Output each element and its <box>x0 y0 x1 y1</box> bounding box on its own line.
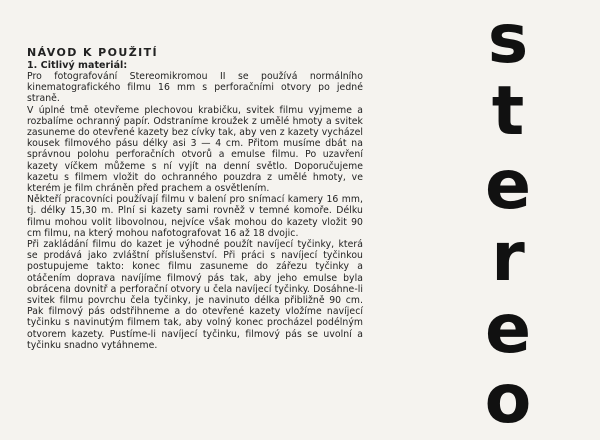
instructions-column <box>27 46 363 351</box>
stereo-vertical-title <box>468 0 548 440</box>
stereo-letter-e: e <box>484 146 532 225</box>
paragraph-winding-rod: Při zakládání filmu do kazet je výhodné použít navíjecí tyčinky, která se prodává jako zvláštní příslušenství. Při práci s navíjecí tyčinkou postupujeme takto: konec filmu zasuneme do zářezu tyčinky a otáčením doprava navíjíme filmový pás tak, aby jeho emulse byla obrácena dovnitř a perforační otvory u čela navíjecí tyčinky. Dosáhne-li svitek filmu povrchu čela tyčinky, je navinuto délka přibližně 90 cm. Pak filmový pás odstřihneme a do otevřené kazety vložíme navíjecí tyčinku s navinutým filmem tak, aby volný konec procházel podélným otvorem kazety. Pustíme-li navíjecí tyčinku, filmový pás se uvolní a tyčinku snadno vytáhneme. <box>27 239 363 351</box>
paragraph-bulk-film: Někteří pracovníci používají filmu v balení pro snímací kamery 16 mm, tj. délky 15,30 m. Plní si kazety sami rovněž v temné komoře. Délku filmu mohou volit libovolnou, nejvíce však mohou do kazety vložit 90 cm filmu, na který mohou nafotografovat 16 až 18 dvojic. <box>27 194 363 239</box>
stereo-letter-o: o <box>484 360 532 439</box>
stereo-letter-s: s <box>487 0 529 79</box>
paragraph-material: Pro fotografování Stereomikromou II se používá normálního kinematografického filmu 16 mm s perforačními otvory po jedné straně. <box>27 71 363 105</box>
page-heading: NÁVOD K POUŽITÍ <box>27 46 158 59</box>
paragraph-loading: V úplné tmě otevřeme plechovou krabičku, svitek filmu vyjmeme a rozbalíme ochranný papír. Odstraníme kroužek z umělé hmoty a svitek zasuneme do otevřené kazety bez cívky tak, aby ven z kazety vycházel kousek filmového pásu délky asi 3 — 4 cm. Přitom musíme dbát na správnou polohu perforačních otvorů a emulse filmu. Po uzavření kazety víčkem můžeme s ní vyjít na denní světlo. Doporučujeme kazetu s filmem vložit do ochranného pouzdra z umělé hmoty, ve kterém je film chráněn před prachem a osvětlením. <box>27 104 363 195</box>
stereo-letter-r: r <box>491 218 525 297</box>
section-title: 1. Citlivý materiál: <box>27 60 128 71</box>
stereo-letter-t: t <box>491 72 525 151</box>
stereo-letter-e2: e <box>484 290 532 369</box>
